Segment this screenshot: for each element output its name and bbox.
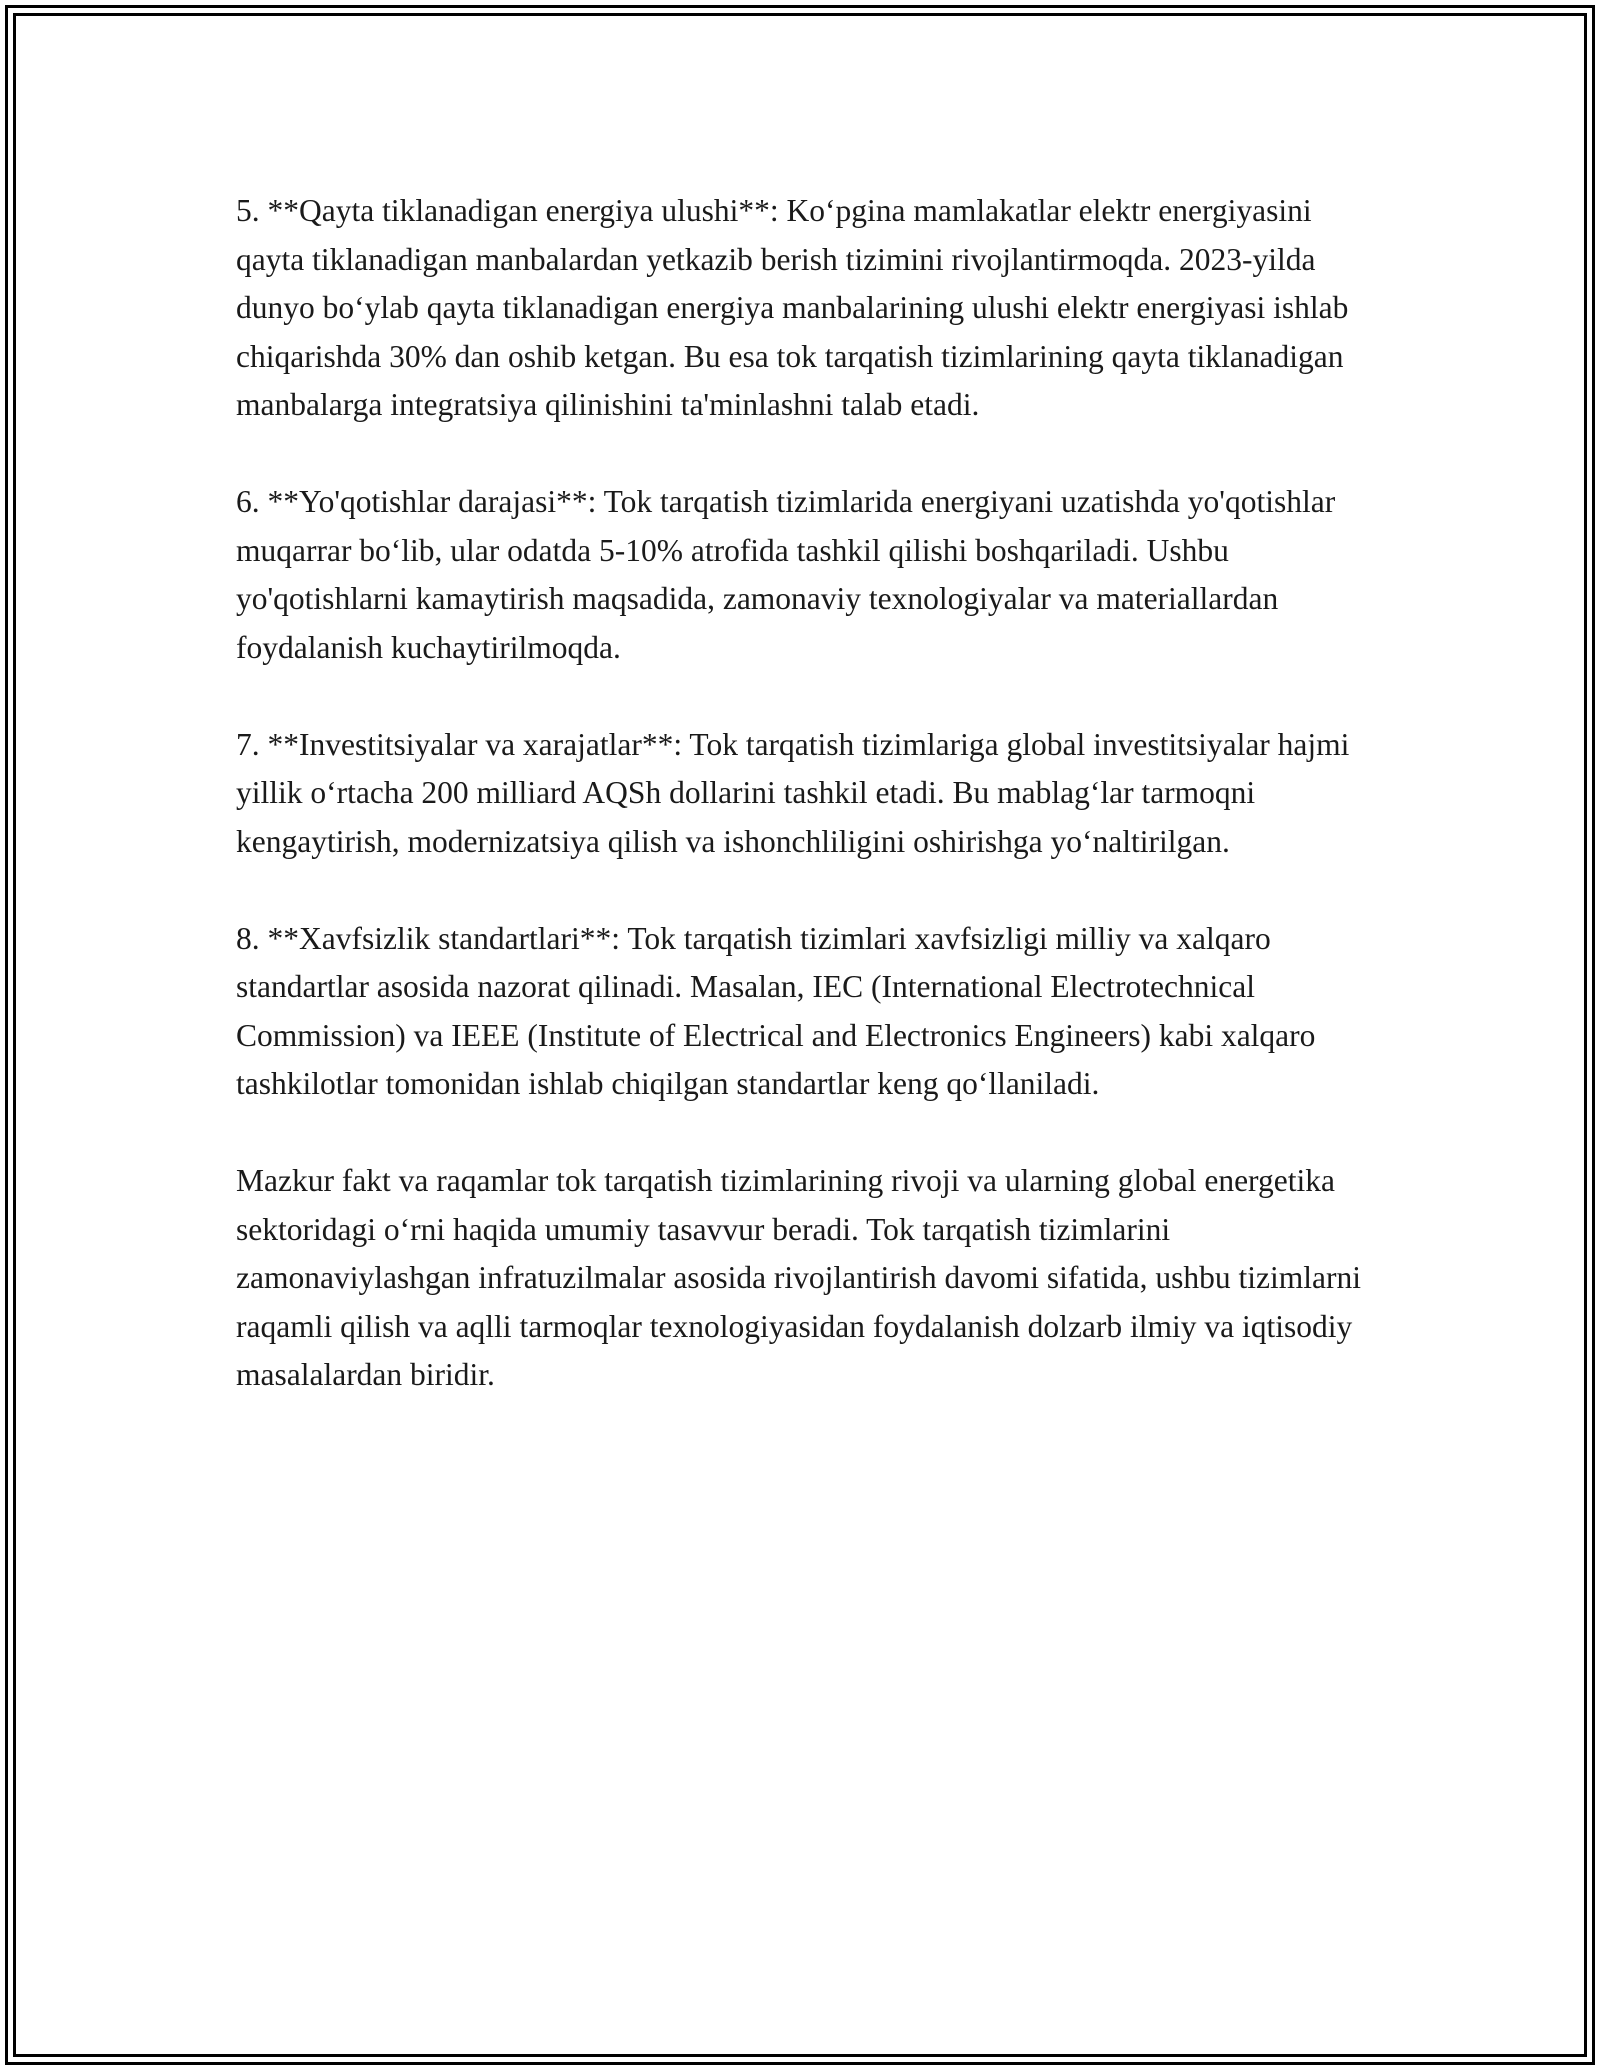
paragraph-investments-costs: 7. **Investitsiyalar va xarajatlar**: Tok tarqatish tizimlariga global investitsiyalar hajmi yillik o‘rtacha 200 milliard AQSh dollarini tashkil etadi. Bu mablag‘lar tarmoqni kengaytirish, modernizatsiya qilish va ishonchliligini oshirishga yo‘naltirilgan.	[236, 726, 1350, 859]
paragraph-loss-levels: 6. **Yo'qotishlar darajasi**: Tok tarqatish tizimlarida energiyani uzatishda yo'qotishlar muqarrar bo‘lib, ular odatda 5-10% atrofida tashkil qilishi boshqariladi. Ushbu yo'qotishlarni kamaytirish maqsadida, zamonaviy texnologiyalar va materiallardan foydalanish kuchaytirilmoqda.	[236, 484, 1336, 665]
document-body	[236, 187, 1386, 1448]
paragraph-conclusion: Mazkur fakt va raqamlar tok tarqatish tizimlarining rivoji va ularning global energetika sektoridagi o‘rni haqida umumiy tasavvur beradi. Tok tarqatish tizimlarini zamonaviylashgan infratuzilmalar asosida rivojlantirish davomi sifatida, ushbu tizimlarni raqamli qilish va aqlli tarmoqlar texnologiyasidan foydalanish dolzarb ilmiy va iqtisodiy masalalardan biridir.	[236, 1163, 1361, 1392]
paragraph-renewable-energy-share: 5. **Qayta tiklanadigan energiya ulushi**: Ko‘pgina mamlakatlar elektr energiyasini qayta tiklanadigan manbalardan yetkazib berish tizimini rivojlantirmoqda. 2023-yilda dunyo bo‘ylab qayta tiklanadigan energiya manbalarining ulushi elektr energiyasi ishlab chiqarishda 30% dan oshib ketgan. Bu esa tok tarqatish tizimlarining qayta tiklanadigan manbalarga integratsiya qilinishini ta'minlashni talab etadi.	[236, 193, 1349, 422]
paragraph-safety-standards: 8. **Xavfsizlik standartlari**: Tok tarqatish tizimlari xavfsizligi milliy va xalqaro standartlar asosida nazorat qilinadi. Masalan, IEC (International Electrotechnical Commission) va IEEE (Institute of Electrical and Electronics Engineers) kabi xalqaro tashkilotlar tomonidan ishlab chiqilgan standartlar keng qo‘llaniladi.	[236, 920, 1316, 1101]
